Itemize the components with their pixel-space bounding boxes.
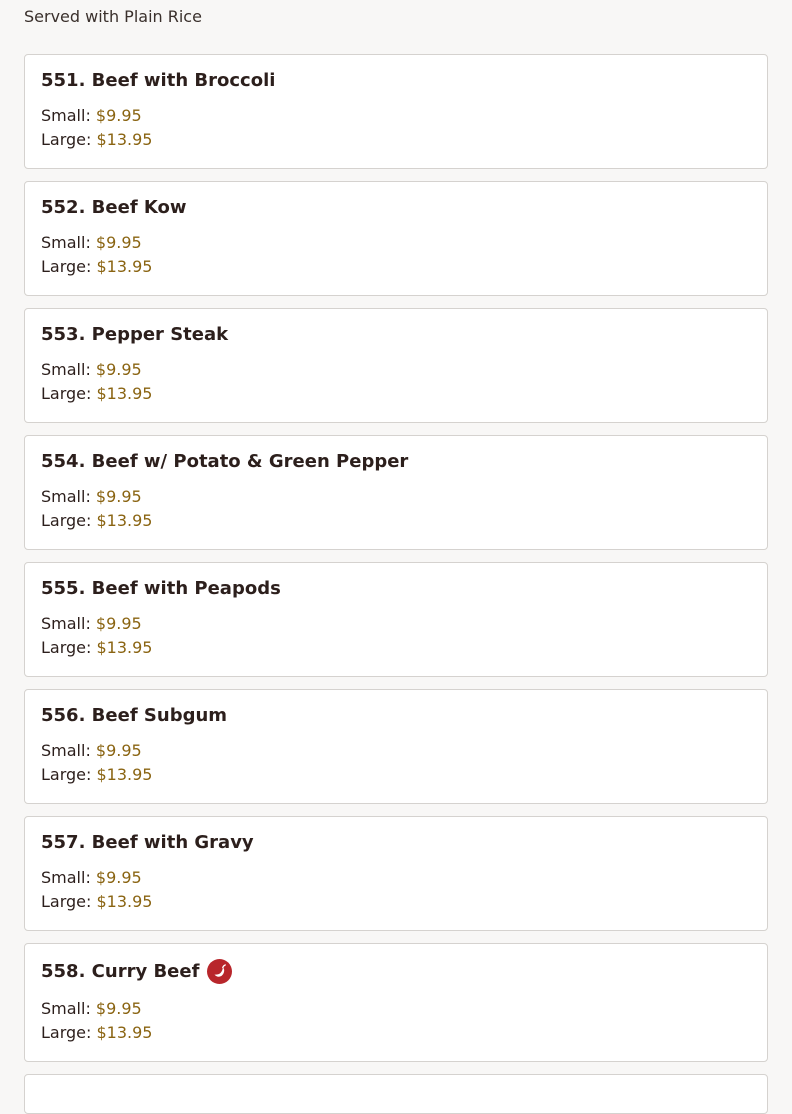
small-price-value: $9.95 (95, 741, 142, 760)
large-price-row (41, 638, 152, 657)
spicy-pepper-icon (207, 959, 232, 984)
large-price-value: $13.95 (96, 130, 153, 149)
menu-item-card[interactable] (24, 816, 768, 931)
small-price-row (41, 360, 142, 379)
small-price-value: $9.95 (95, 360, 142, 379)
large-price-row (41, 1023, 152, 1042)
large-price-label: Large: (41, 1023, 92, 1042)
small-price-row (41, 106, 142, 125)
large-price-value: $13.95 (96, 892, 153, 911)
small-price-value: $9.95 (95, 487, 142, 506)
large-price-value: $13.95 (96, 384, 153, 403)
large-price-value: $13.95 (96, 765, 153, 784)
large-price-label: Large: (41, 130, 92, 149)
menu-item-title: 557. Beef with Gravy (41, 832, 254, 853)
menu-item-title: 556. Beef Subgum (41, 705, 228, 726)
small-price-value: $9.95 (95, 999, 142, 1018)
menu-item-title: 558. Curry Beef (41, 959, 232, 984)
small-price-row (41, 999, 142, 1018)
large-price-row (41, 130, 152, 149)
small-price-label: Small: (41, 868, 91, 887)
large-price-row (41, 257, 152, 276)
large-price-row (41, 384, 152, 403)
small-price-value: $9.95 (95, 106, 142, 125)
small-price-row (41, 868, 142, 887)
large-price-value: $13.95 (96, 638, 153, 657)
menu-item-card-partial[interactable] (24, 1074, 768, 1114)
small-price-value: $9.95 (95, 868, 142, 887)
small-price-label: Small: (41, 360, 91, 379)
large-price-row (41, 765, 152, 784)
small-price-row (41, 614, 142, 633)
small-price-row (41, 233, 142, 252)
small-price-label: Small: (41, 999, 91, 1018)
small-price-value: $9.95 (95, 614, 142, 633)
large-price-value: $13.95 (96, 257, 153, 276)
menu-item-list (24, 54, 768, 1114)
large-price-value: $13.95 (96, 1023, 153, 1042)
menu-item-title: 555. Beef with Peapods (41, 578, 281, 599)
menu-item-title: 552. Beef Kow (41, 197, 187, 218)
large-price-value: $13.95 (96, 511, 153, 530)
menu-item-card[interactable] (24, 308, 768, 423)
small-price-row (41, 487, 142, 506)
menu-item-card[interactable] (24, 562, 768, 677)
menu-item-card[interactable] (24, 181, 768, 296)
large-price-label: Large: (41, 511, 92, 530)
large-price-row (41, 511, 152, 530)
small-price-label: Small: (41, 741, 91, 760)
menu-item-title: 553. Pepper Steak (41, 324, 229, 345)
large-price-label: Large: (41, 765, 92, 784)
menu-item-card[interactable] (24, 54, 768, 169)
menu-item-card[interactable] (24, 689, 768, 804)
menu-item-title: 554. Beef w/ Potato & Green Pepper (41, 451, 409, 472)
menu-item-card[interactable] (24, 435, 768, 550)
menu-item-title: 551. Beef with Broccoli (41, 70, 276, 91)
small-price-label: Small: (41, 487, 91, 506)
small-price-row (41, 741, 142, 760)
small-price-label: Small: (41, 233, 91, 252)
section-note: Served with Plain Rice (24, 7, 202, 26)
small-price-label: Small: (41, 106, 91, 125)
large-price-label: Large: (41, 257, 92, 276)
small-price-label: Small: (41, 614, 91, 633)
small-price-value: $9.95 (95, 233, 142, 252)
large-price-label: Large: (41, 638, 92, 657)
menu-item-card[interactable] (24, 943, 768, 1062)
large-price-row (41, 892, 152, 911)
large-price-label: Large: (41, 384, 92, 403)
large-price-label: Large: (41, 892, 92, 911)
